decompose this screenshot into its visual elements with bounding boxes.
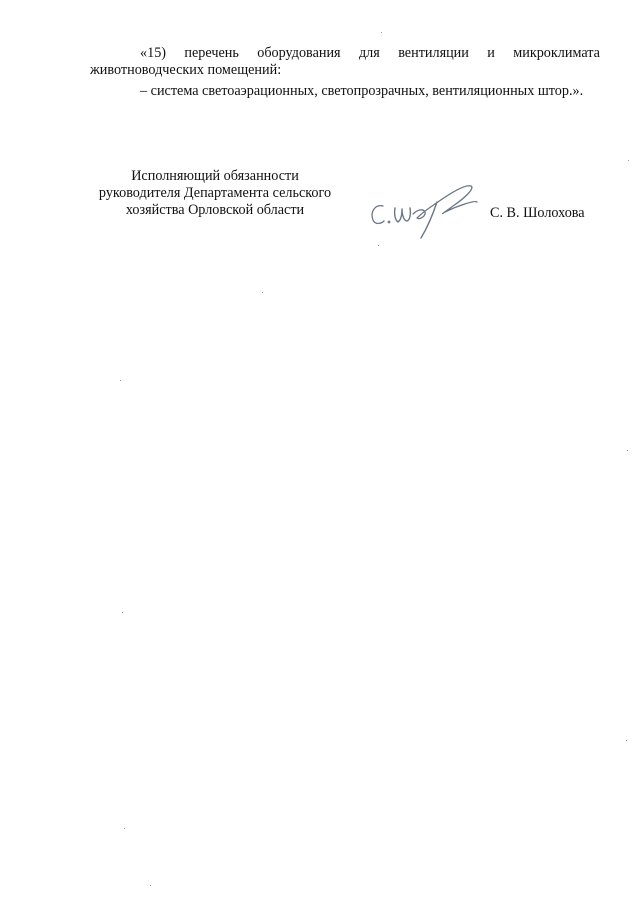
signer-title-line: Исполняющий обязанности [131, 168, 299, 184]
signer-name: С. В. Шолохова [490, 205, 585, 221]
word: и [487, 45, 495, 61]
scan-speck [381, 32, 382, 33]
scan-speck [628, 160, 629, 161]
scan-speck [378, 245, 379, 246]
word: микроклимата [513, 45, 600, 61]
signer-title-line: хозяйства Орловской области [125, 202, 305, 218]
word: перечень [184, 45, 239, 61]
scan-speck [150, 885, 151, 886]
scan-speck [124, 828, 125, 829]
scan-speck [122, 612, 123, 613]
word: «15) [140, 45, 167, 61]
signer-title-line: руководителя Департамента сельского [98, 185, 332, 201]
paragraph-1-line-2: животноводческих помещений: [90, 62, 282, 78]
scan-speck [262, 292, 263, 293]
handwritten-signature [365, 178, 490, 240]
scan-speck [120, 380, 121, 381]
paragraph-1-line-1 [90, 45, 600, 62]
paragraph-2: – система светоаэрационных, светопрозрачных, вентиляционных штор.». [140, 83, 584, 99]
word: вентиляции [398, 45, 469, 61]
scan-speck [626, 740, 627, 741]
scan-speck [627, 450, 628, 451]
word: оборудования [257, 45, 341, 61]
signer-title [85, 168, 345, 219]
word: для [358, 45, 380, 61]
